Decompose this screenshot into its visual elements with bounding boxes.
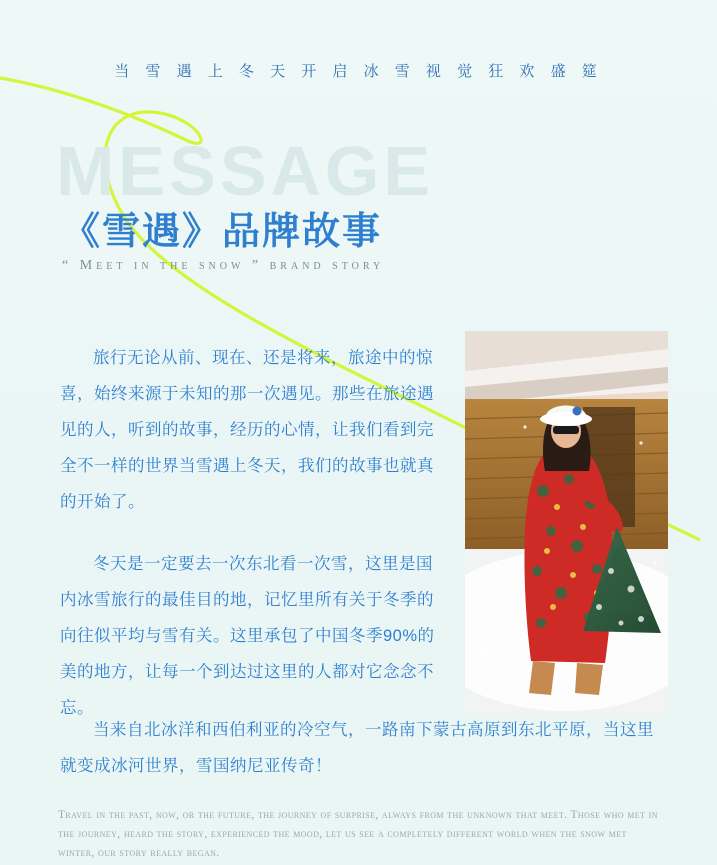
kicker-text: 当 雪 遇 上 冬 天 开 启 冰 雪 视 觉 狂 欢 盛 筵 — [114, 63, 603, 80]
page-subtitle: “ Meet in the snow ” brand story — [62, 258, 385, 273]
photo-illustration — [465, 331, 668, 716]
hero-photo — [465, 331, 668, 716]
footer-english-text: Travel in the past, now, or the future, the journey of surprise, always from the unknown that meet. Those who met in the journey, heard the story, experienced the mood, let us see a completely different world when the snow met winter, our story really began. — [58, 809, 658, 859]
page-title: 《雪遇》品牌故事 — [62, 211, 383, 253]
body-text-column — [60, 340, 440, 752]
paragraph-3: 当来自北冰洋和西伯利亚的冷空气，一路南下蒙古高原到东北平原，当这里就变成冰河世界，雪国纳尼亚传奇！ — [60, 721, 654, 775]
paragraph-1: 旅行无论从前、现在、还是将来，旅途中的惊喜，始终来源于未知的那一次遇见。那些在旅途遇见的人，听到的故事，经历的心情，让我们看到完全不一样的世界当雪遇上冬天，我们的故事也就真的开始了。 — [60, 349, 434, 511]
paragraph-2: 冬天是一定要去一次东北看一次雪，这里是国内冰雪旅行的最佳目的地，记忆里所有关于冬季的向往似平均与雪有关。这里承包了中国冬季90%的美的地方，让每一个到达过这里的人都对它念念不忘。 — [60, 555, 435, 717]
ghost-word: MESSAGE — [56, 132, 435, 210]
